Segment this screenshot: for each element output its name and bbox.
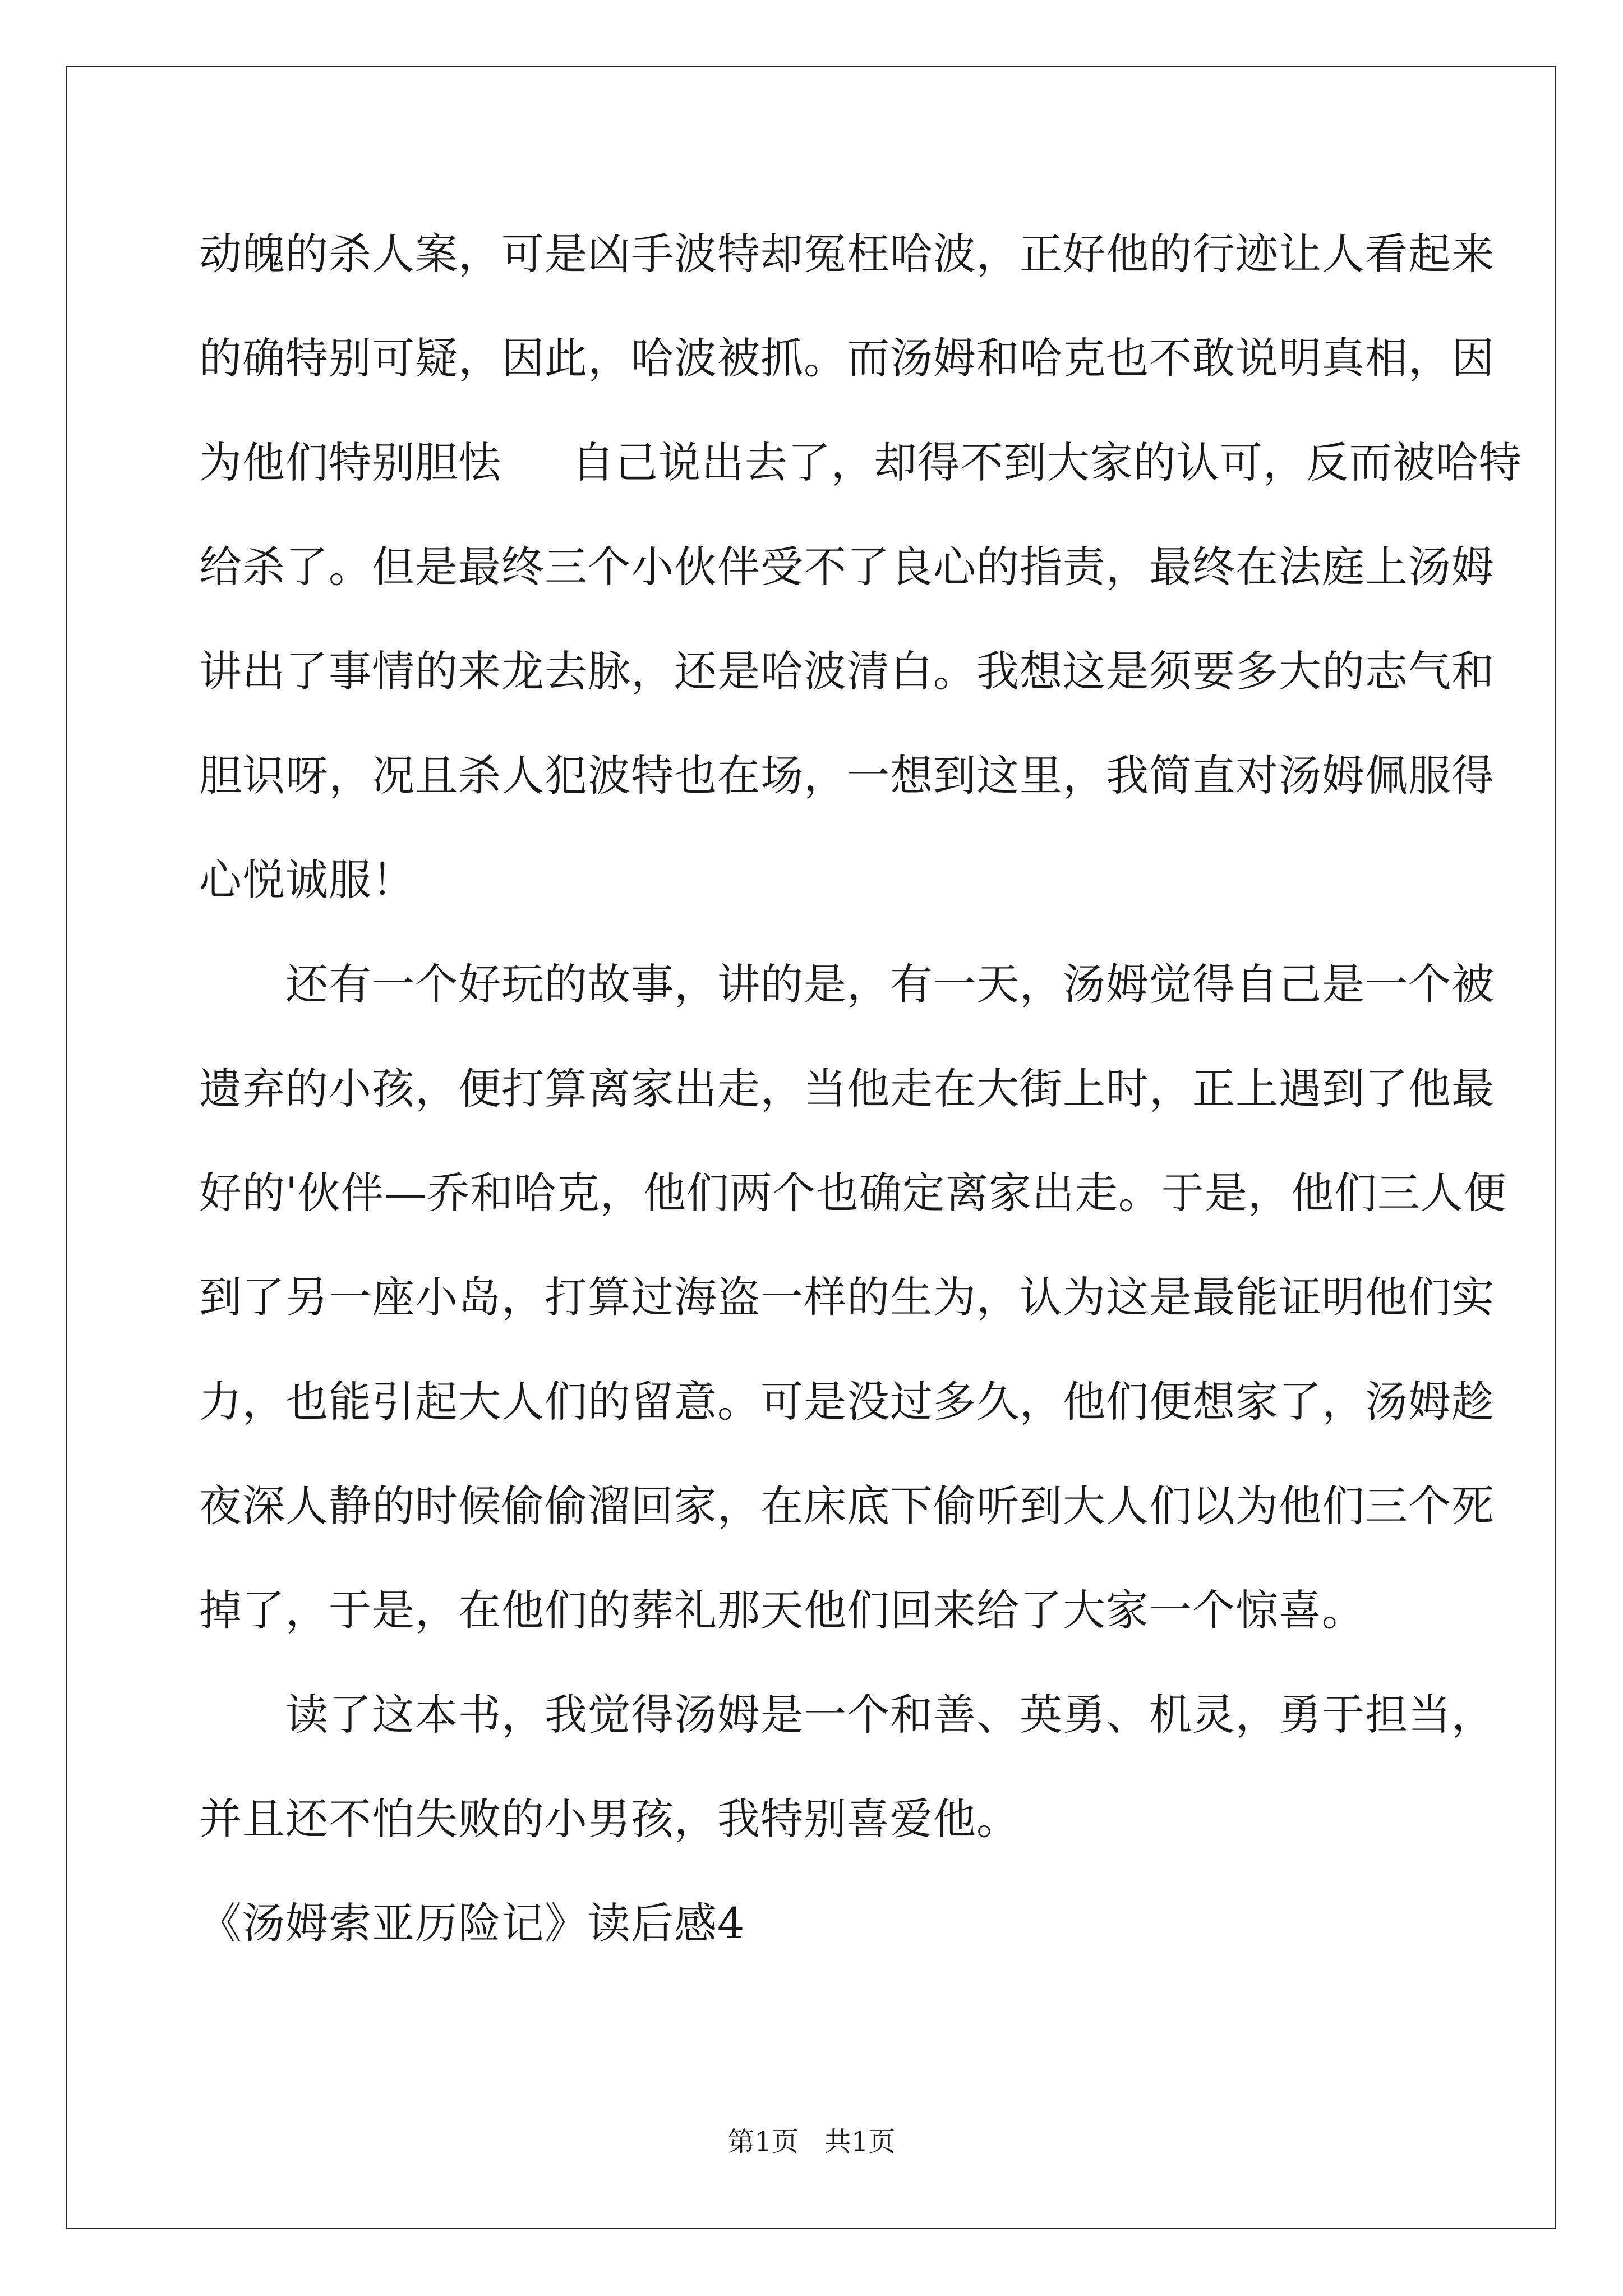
text-line: 还有一个好玩的故事，讲的是，有一天，汤姆觉得自己是一个被	[199, 959, 1495, 1009]
text-line: 遗弃的小孩，便打算离家出走，当他走在大街上时，正上遇到了他最	[199, 1064, 1495, 1114]
text-line: 给杀了。但是最终三个小伙伴受不了良心的指责，最终在法庭上汤姆	[199, 542, 1495, 592]
page-footer: 第1页 共1页	[727, 2126, 896, 2157]
text-line: 好的'伙伴—乔和哈克，他们两个也确定离家出走。于是，他们三人便	[199, 1168, 1507, 1218]
text-line: 胆识呀，况且杀人犯波特也在场，一想到这里，我简直对汤姆佩服得	[199, 751, 1495, 800]
text-line: 读了这本书，我觉得汤姆是一个和善、英勇、机灵，勇于担当，	[199, 1690, 1495, 1740]
section-heading: 《汤姆索亚历险记》读后感4	[199, 1898, 745, 1948]
text-line: 动魄的杀人案，可是凶手波特却冤枉哈波，正好他的行迹让人看起来	[199, 229, 1495, 279]
text-line: 并且还不怕失败的小男孩，我特别喜爱他。	[199, 1794, 1020, 1844]
text-line: 到了另一座小岛，打算过海盗一样的生为，认为这是最能证明他们实	[199, 1272, 1495, 1322]
text-line: 力，也能引起大人们的留意。可是没过多久，他们便想家了，汤姆趁	[199, 1377, 1495, 1427]
text-line: 为他们特别胆怯 自己说出去了，却得不到大家的认可，反而被哈特	[199, 438, 1522, 487]
document-body	[199, 202, 1522, 1976]
text-line: 掉了，于是，在他们的葬礼那天他们回来给了大家一个惊喜。	[199, 1585, 1365, 1635]
text-line: 夜深人静的时候偷偷溜回家，在床底下偷听到大人们以为他们三个死	[199, 1481, 1495, 1531]
text-line: 心悦诚服！	[199, 855, 415, 905]
text-line: 讲出了事情的来龙去脉，还是哈波清白。我想这是须要多大的志气和	[199, 646, 1495, 696]
text-line: 的确特别可疑，因此，哈波被抓。而汤姆和哈克也不敢说明真相，因	[199, 333, 1495, 383]
